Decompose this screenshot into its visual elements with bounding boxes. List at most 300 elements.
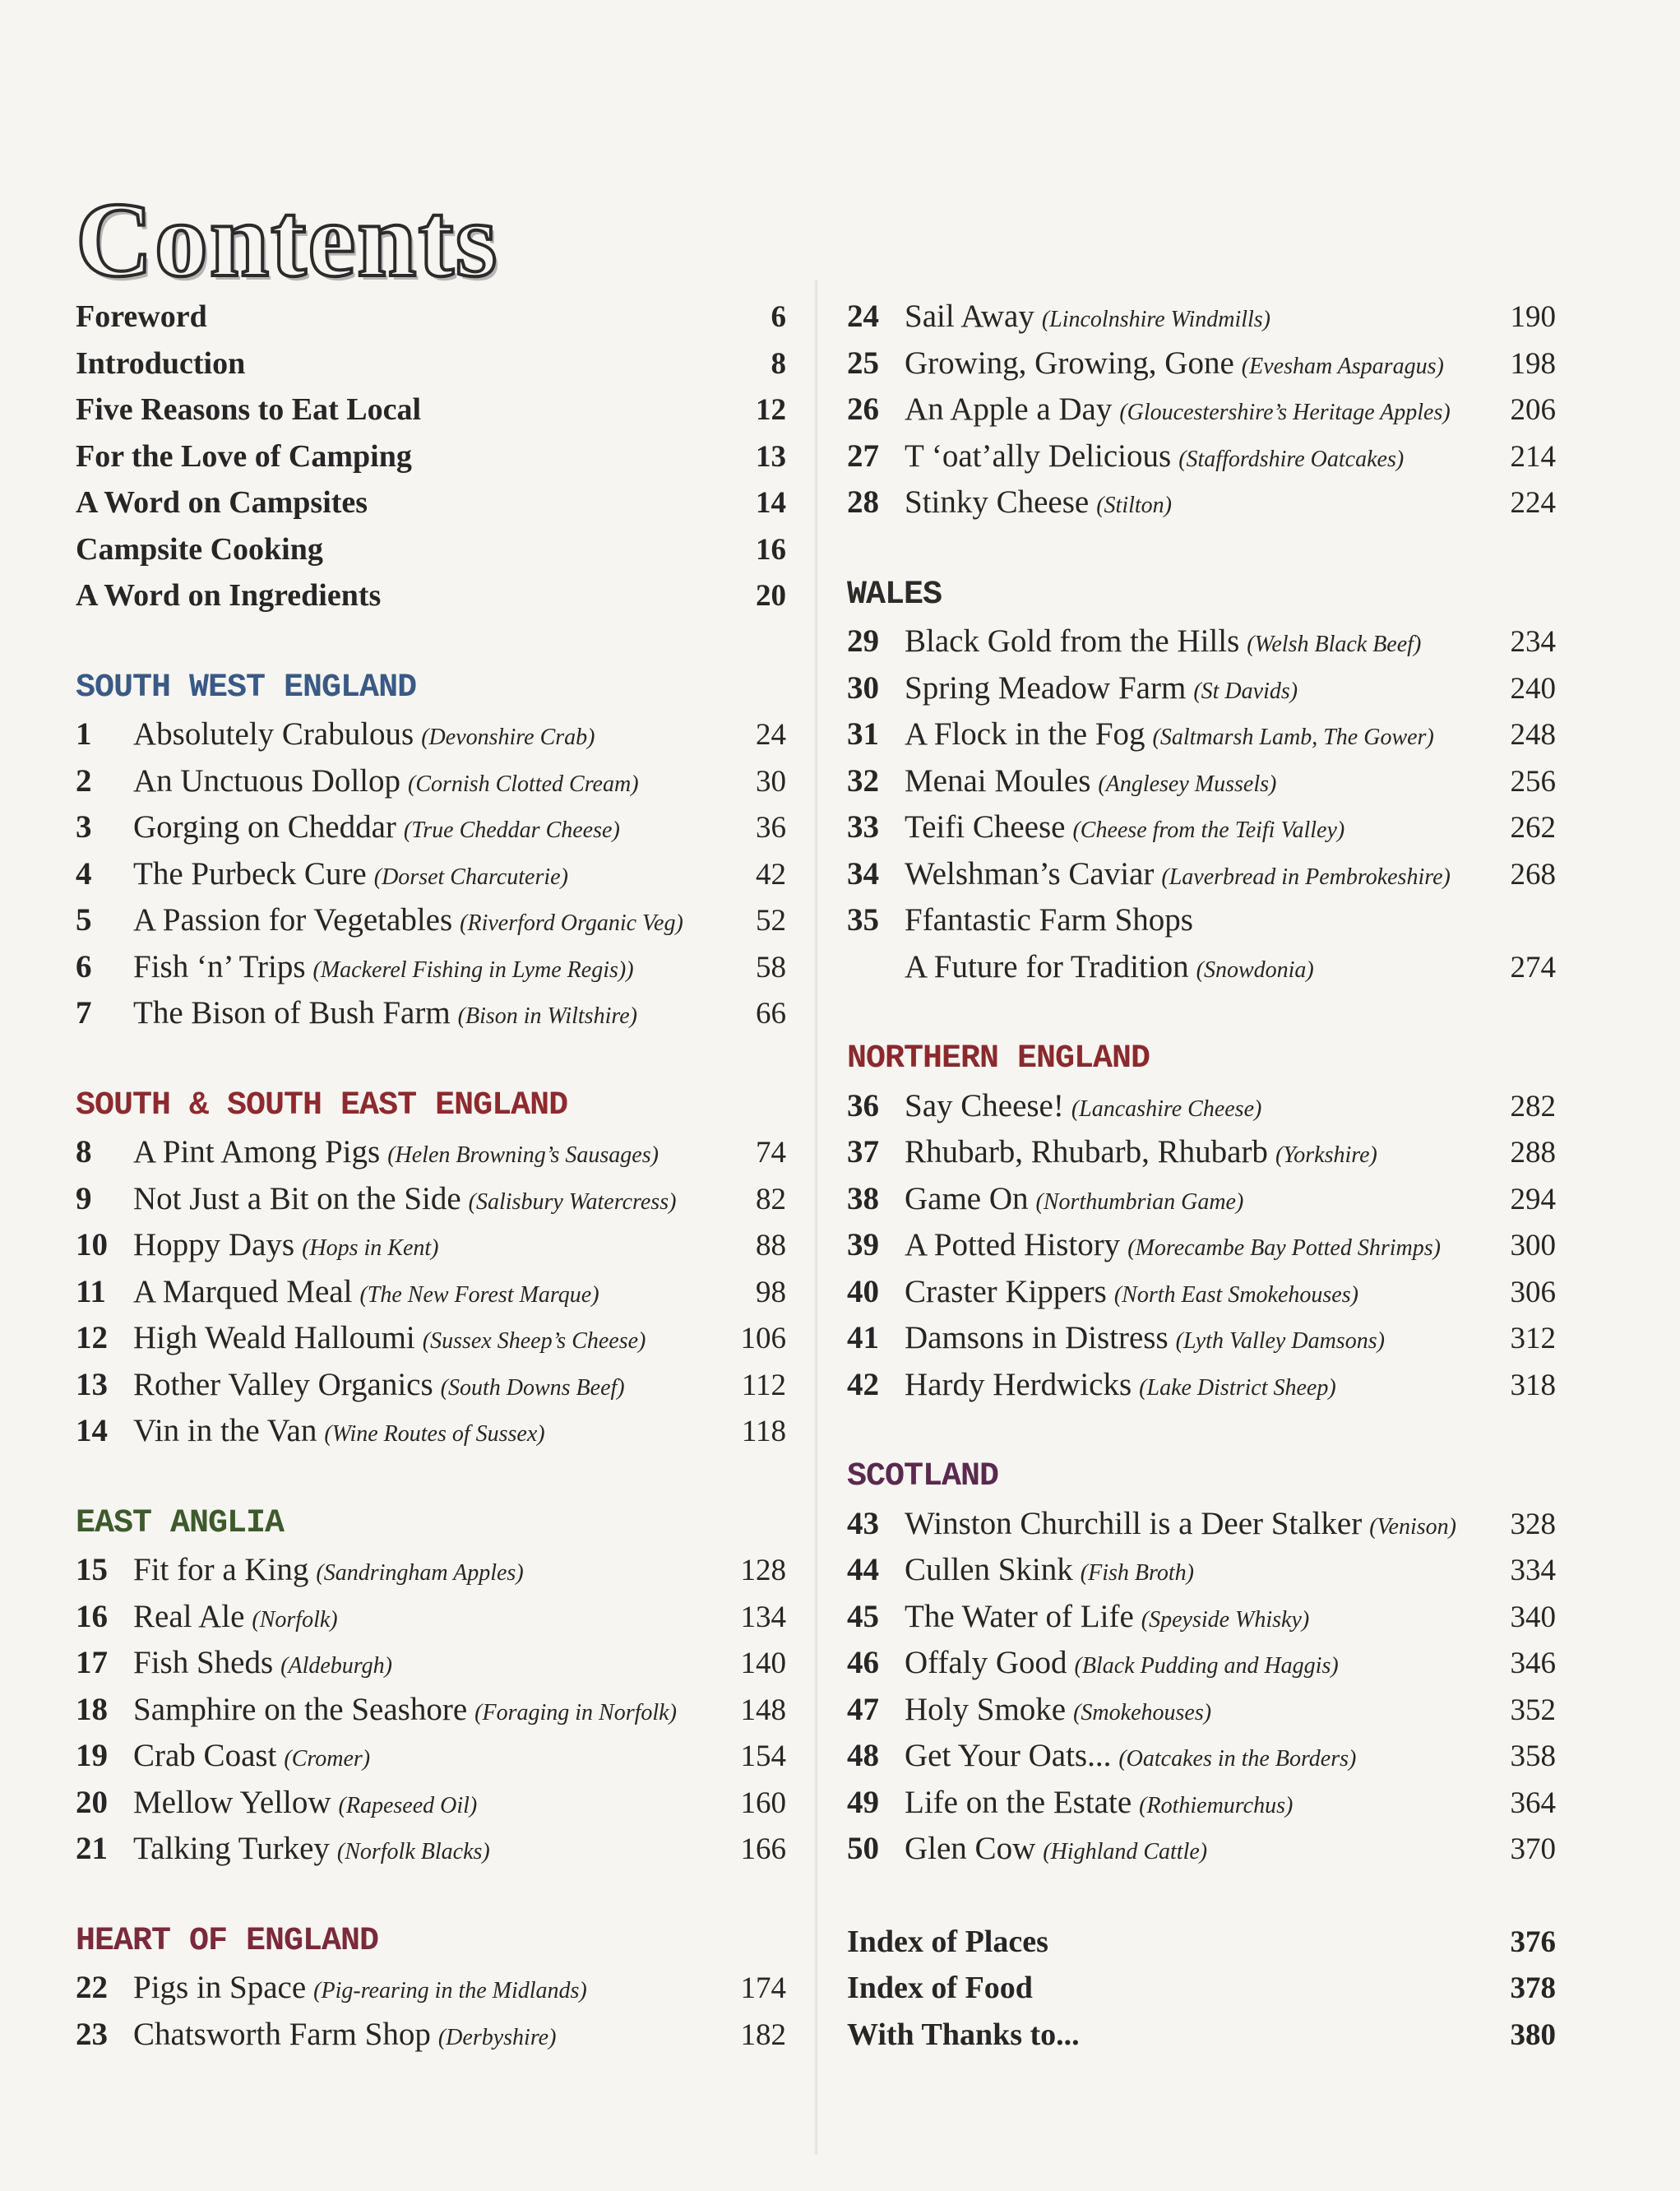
chapter-page-number: 174 xyxy=(740,1971,786,2005)
chapter-subtitle: (Bison in Wiltshire) xyxy=(457,1003,637,1029)
chapter-entry[interactable] xyxy=(847,1733,1556,1780)
chapter-subtitle: (Pig-rearing in the Midlands) xyxy=(313,1978,587,2003)
chapter-page-number: 248 xyxy=(1510,718,1556,752)
chapter-subtitle: (Rapeseed Oil) xyxy=(338,1792,478,1818)
chapter-title: An Unctuous Dollop xyxy=(133,762,400,799)
chapter-subtitle: (Dorset Charcuterie) xyxy=(373,864,568,890)
chapter-entry[interactable] xyxy=(76,711,786,758)
chapter-entry[interactable] xyxy=(76,1965,786,2012)
entry-title: A Word on Ingredients xyxy=(76,578,382,613)
entry-page-number: 20 xyxy=(756,579,786,613)
chapter-entry[interactable] xyxy=(76,758,786,805)
chapter-number: 6 xyxy=(76,948,92,984)
chapter-page-number: 148 xyxy=(740,1693,786,1727)
chapter-page-number: 288 xyxy=(1510,1136,1556,1170)
chapter-page-number: 198 xyxy=(1510,346,1556,381)
chapter-number: 43 xyxy=(847,1505,879,1541)
chapter-entry[interactable] xyxy=(847,340,1556,387)
chapter-title: Game On xyxy=(905,1180,1029,1216)
chapter-number: 4 xyxy=(76,855,92,892)
chapter-page-number: 166 xyxy=(740,1832,786,1866)
chapter-title: Fish ‘n’ Trips xyxy=(133,948,306,984)
chapter-entry[interactable] xyxy=(847,294,1556,340)
chapter-title: Fit for a King xyxy=(133,1552,309,1587)
chapter-number: 25 xyxy=(847,345,879,381)
chapter-title: Mellow Yellow xyxy=(133,1784,331,1820)
chapter-page-number: 118 xyxy=(741,1415,786,1448)
toc-entry[interactable] xyxy=(76,340,786,387)
chapter-number: 15 xyxy=(76,1552,108,1587)
toc-entry[interactable] xyxy=(76,572,786,619)
chapter-page-number: 262 xyxy=(1510,811,1556,845)
chapter-page-number: 358 xyxy=(1510,1739,1556,1773)
chapter-title: T ‘oat’ally Delicious xyxy=(905,438,1172,474)
chapter-subtitle: (Norfolk Blacks) xyxy=(336,1839,490,1864)
section-heading: EAST ANGLIA xyxy=(76,1504,285,1542)
chapter-page-number: 74 xyxy=(756,1136,786,1170)
chapter-page-number: 318 xyxy=(1510,1368,1556,1402)
chapter-subtitle: (Northumbrian Game) xyxy=(1035,1188,1244,1215)
chapter-subtitle: (Rothiemurchus) xyxy=(1139,1792,1294,1818)
chapter-title: High Weald Halloumi xyxy=(133,1320,415,1355)
chapter-number: 50 xyxy=(847,1831,879,1866)
chapter-page-number: 52 xyxy=(756,904,786,938)
chapter-number: 16 xyxy=(76,1598,108,1634)
chapter-number: 30 xyxy=(847,669,879,706)
chapter-title: Winston Churchill is a Deer Stalker xyxy=(905,1505,1363,1541)
chapter-number: 18 xyxy=(76,1691,108,1727)
chapter-subtitle: (Fish Broth) xyxy=(1080,1560,1194,1586)
chapter-title: Ffantastic Farm Shops xyxy=(905,902,1193,938)
chapter-number: 10 xyxy=(76,1227,108,1262)
chapter-number: 38 xyxy=(847,1180,879,1216)
entry-page-number: 16 xyxy=(756,532,786,567)
chapter-entry[interactable] xyxy=(76,1640,786,1687)
chapter-entry[interactable] xyxy=(847,387,1556,433)
chapter-entry[interactable] xyxy=(847,804,1556,851)
chapter-number: 39 xyxy=(847,1227,879,1262)
chapter-entry[interactable] xyxy=(76,1129,786,1176)
chapter-subtitle: (Norfolk) xyxy=(252,1606,338,1633)
chapter-subtitle: (Staffordshire Oatcakes) xyxy=(1178,446,1405,472)
chapter-page-number: 30 xyxy=(756,764,786,799)
chapter-subtitle: (Morecambe Bay Potted Shrimps) xyxy=(1127,1235,1441,1261)
chapter-subtitle: (South Downs Beef) xyxy=(440,1374,625,1401)
chapter-page-number: 206 xyxy=(1510,393,1556,427)
toc-section xyxy=(76,1501,786,1873)
entry-page-number: 12 xyxy=(756,393,786,427)
chapter-title: Fish Sheds xyxy=(133,1645,274,1680)
chapter-subtitle: (Snowdonia) xyxy=(1196,957,1314,983)
chapter-page-number: 82 xyxy=(756,1182,786,1216)
chapter-page-number: 128 xyxy=(740,1554,786,1587)
chapter-entry[interactable] xyxy=(76,944,786,991)
chapter-number: 23 xyxy=(76,2016,108,2052)
chapter-number: 33 xyxy=(847,809,879,845)
chapter-number: 46 xyxy=(847,1645,879,1680)
chapter-title: Sail Away xyxy=(905,299,1034,334)
chapter-page-number: 88 xyxy=(756,1229,786,1262)
chapter-subtitle: (Salisbury Watercress) xyxy=(468,1188,677,1215)
chapter-title: Holy Smoke xyxy=(905,1691,1067,1727)
chapter-entry[interactable] xyxy=(76,1826,786,1873)
chapter-number: 12 xyxy=(76,1320,108,1355)
chapter-subtitle: (Foraging in Norfolk) xyxy=(474,1699,677,1725)
chapter-subtitle: (Gloucestershire’s Heritage Apples) xyxy=(1119,400,1451,425)
chapter-entry[interactable] xyxy=(76,1408,786,1455)
chapter-subtitle: (Aldeburgh) xyxy=(280,1653,392,1679)
chapter-page-number: 274 xyxy=(1510,950,1556,984)
chapter-number: 11 xyxy=(76,1273,106,1309)
chapter-page-number: 234 xyxy=(1510,625,1556,659)
entry-title: Introduction xyxy=(76,345,246,381)
chapter-number: 34 xyxy=(847,855,879,892)
chapter-page-number: 364 xyxy=(1510,1786,1556,1820)
section-heading: SOUTH WEST ENGLAND xyxy=(76,669,417,706)
chapter-number: 1 xyxy=(76,716,92,752)
chapter-number: 37 xyxy=(847,1134,879,1170)
chapter-title: Talking Turkey xyxy=(133,1831,330,1866)
chapter-title: Say Cheese! xyxy=(905,1087,1064,1123)
toc-section xyxy=(76,1919,786,2059)
chapter-page-number: 340 xyxy=(1510,1600,1556,1634)
chapter-page-number: 300 xyxy=(1510,1229,1556,1262)
chapter-page-number: 328 xyxy=(1510,1507,1556,1541)
chapter-page-number: 154 xyxy=(740,1739,786,1773)
entry-title: For the Love of Camping xyxy=(76,438,412,474)
chapter-number: 45 xyxy=(847,1598,879,1634)
chapter-entry[interactable] xyxy=(847,1269,1556,1316)
chapter-title: The Bison of Bush Farm xyxy=(133,995,451,1031)
chapter-subtitle: (Hops in Kent) xyxy=(302,1235,439,1261)
chapter-entry[interactable] xyxy=(76,1733,786,1780)
chapter-title: Life on the Estate xyxy=(905,1784,1132,1820)
chapter-number: 3 xyxy=(76,809,92,845)
chapter-number: 29 xyxy=(847,623,879,659)
entry-page-number: 380 xyxy=(1510,2017,1556,2052)
chapter-title: Glen Cow xyxy=(905,1831,1036,1866)
chapter-title: The Purbeck Cure xyxy=(133,855,367,892)
chapter-title: A Passion for Vegetables xyxy=(133,902,453,938)
section-heading: WALES xyxy=(847,576,942,614)
chapter-subtitle: (Stilton) xyxy=(1096,493,1172,518)
chapter-title: Rother Valley Organics xyxy=(133,1366,433,1402)
chapter-subtitle: (Sussex Sheep’s Cheese) xyxy=(422,1328,646,1354)
chapter-subtitle: (Laverbread in Pembrokeshire) xyxy=(1161,864,1451,890)
chapter-title: Rhubarb, Rhubarb, Rhubarb xyxy=(905,1134,1268,1170)
chapter-entry[interactable] xyxy=(76,1222,786,1269)
chapter-subtitle: (Cornish Clotted Cream) xyxy=(408,771,639,797)
chapter-entry[interactable] xyxy=(847,1222,1556,1269)
chapter-number: 22 xyxy=(76,1970,108,2005)
chapter-subtitle: (Yorkshire) xyxy=(1275,1142,1377,1168)
chapter-entry[interactable] xyxy=(847,1176,1556,1223)
toc-entry[interactable] xyxy=(76,526,786,573)
toc-entry[interactable] xyxy=(847,1965,1556,2012)
chapter-page-number: 106 xyxy=(740,1322,786,1355)
chapter-subtitle: (Cromer) xyxy=(284,1746,371,1772)
chapter-page-number: 224 xyxy=(1510,486,1556,520)
chapter-subtitle: (Riverford Organic Veg) xyxy=(460,910,683,936)
chapter-entry[interactable] xyxy=(847,618,1556,665)
chapter-number: 19 xyxy=(76,1738,108,1773)
entry-title: Five Reasons to Eat Local xyxy=(76,392,422,427)
entry-title: Campsite Cooking xyxy=(76,531,323,567)
chapter-number: 5 xyxy=(76,902,92,938)
chapter-page-number: 58 xyxy=(756,950,786,984)
chapter-subtitle: (Mackerel Fishing in Lyme Regis)) xyxy=(312,957,634,983)
entry-title: With Thanks to... xyxy=(847,2017,1080,2052)
chapter-subtitle: (Welsh Black Beef) xyxy=(1247,632,1422,657)
chapter-entry[interactable] xyxy=(76,1315,786,1362)
chapter-entry[interactable] xyxy=(847,1780,1556,1827)
chapter-title: Hardy Herdwicks xyxy=(905,1366,1132,1402)
chapter-page-number: 112 xyxy=(741,1368,786,1402)
toc-section xyxy=(76,1083,786,1455)
chapter-subtitle: (Highland Cattle) xyxy=(1043,1839,1208,1864)
toc-entry[interactable] xyxy=(76,294,786,340)
chapter-entry[interactable] xyxy=(847,1687,1556,1734)
chapter-title: Welshman’s Caviar xyxy=(905,855,1155,892)
chapter-subtitle: (Derbyshire) xyxy=(437,2024,557,2050)
chapter-subtitle: (Sandringham Apples) xyxy=(316,1560,524,1586)
chapter-page-number: 214 xyxy=(1510,439,1556,474)
chapter-entry[interactable] xyxy=(76,1687,786,1734)
chapter-entry[interactable] xyxy=(76,2012,786,2059)
page-gutter xyxy=(814,280,818,2155)
chapter-title: Samphire on the Seashore xyxy=(133,1691,468,1727)
chapter-number: 7 xyxy=(76,995,92,1031)
toc-entry[interactable] xyxy=(76,479,786,526)
chapter-page-number: 306 xyxy=(1510,1275,1556,1309)
chapter-subtitle: (Anglesey Mussels) xyxy=(1098,771,1277,797)
chapter-title: Teifi Cheese xyxy=(905,809,1066,845)
chapter-entry[interactable] xyxy=(76,1176,786,1223)
chapter-subtitle: (Wine Routes of Sussex) xyxy=(324,1421,545,1447)
section-heading: NORTHERN ENGLAND xyxy=(847,1040,1150,1077)
chapter-page-number: 282 xyxy=(1510,1089,1556,1123)
chapter-subtitle: (Lancashire Cheese) xyxy=(1071,1096,1262,1122)
chapter-title: Real Ale xyxy=(133,1598,245,1634)
chapter-entry[interactable] xyxy=(76,1547,786,1594)
chapter-number: 2 xyxy=(76,762,92,799)
chapter-entry[interactable] xyxy=(847,479,1556,526)
chapter-title: Growing, Growing, Gone xyxy=(905,345,1234,381)
chapter-number: 47 xyxy=(847,1691,879,1727)
chapter-subtitle: (Evesham Asparagus) xyxy=(1241,353,1444,379)
chapter-number: 17 xyxy=(76,1645,108,1680)
section-heading: HEART OF ENGLAND xyxy=(76,1922,379,1960)
chapter-page-number: 334 xyxy=(1510,1554,1556,1587)
chapter-subtitle: (Saltmarsh Lamb, The Gower) xyxy=(1152,725,1434,750)
chapter-entry[interactable] xyxy=(847,1362,1556,1409)
chapter-subtitle: (North East Smokehouses) xyxy=(1113,1281,1358,1308)
chapter-number: 36 xyxy=(847,1087,879,1123)
chapter-title: Cullen Skink xyxy=(905,1552,1073,1587)
chapter-number: 41 xyxy=(847,1320,879,1355)
entry-page-number: 8 xyxy=(771,346,786,381)
chapter-page-number: 256 xyxy=(1510,764,1556,799)
chapter-entry[interactable] xyxy=(76,897,786,944)
chapter-number: 13 xyxy=(76,1366,108,1402)
chapter-subtitle: (True Cheddar Cheese) xyxy=(403,818,620,843)
chapter-entry[interactable] xyxy=(847,711,1556,758)
entry-page-number: 6 xyxy=(771,300,786,334)
chapter-number: 27 xyxy=(847,438,879,474)
entry-title: A Word on Campsites xyxy=(76,485,368,520)
toc-entry[interactable] xyxy=(76,387,786,433)
chapter-page-number: 42 xyxy=(756,857,786,892)
chapter-subtitle: (Oatcakes in the Borders) xyxy=(1118,1746,1357,1772)
chapter-page-number: 312 xyxy=(1510,1322,1556,1355)
chapter-title: Get Your Oats... xyxy=(905,1738,1112,1773)
chapter-entry[interactable] xyxy=(847,944,1556,991)
chapter-title: Absolutely Crabulous xyxy=(133,716,414,752)
toc-entry[interactable] xyxy=(847,2012,1556,2059)
chapter-subtitle: (Smokehouses) xyxy=(1073,1699,1212,1725)
chapter-page-number: 182 xyxy=(740,2017,786,2052)
chapter-subtitle: (St Davids) xyxy=(1193,678,1298,704)
chapter-title: A Flock in the Fog xyxy=(905,716,1145,752)
chapter-page-number: 36 xyxy=(756,811,786,845)
chapter-subtitle: (Lincolnshire Windmills) xyxy=(1041,307,1271,332)
chapter-number: 44 xyxy=(847,1552,879,1587)
chapter-number: 21 xyxy=(76,1831,108,1866)
chapter-page-number: 66 xyxy=(756,997,786,1031)
chapter-subtitle: (Devonshire Crab) xyxy=(421,725,595,750)
chapter-number: 32 xyxy=(847,762,879,799)
chapter-page-number: 346 xyxy=(1510,1647,1556,1680)
chapter-entry[interactable] xyxy=(847,665,1556,712)
chapter-title: Chatsworth Farm Shop xyxy=(133,2016,431,2052)
toc-entry[interactable] xyxy=(847,1919,1556,1966)
chapter-number: 9 xyxy=(76,1180,92,1216)
chapter-page-number: 160 xyxy=(740,1786,786,1820)
toc-section xyxy=(847,1454,1556,1873)
chapter-title: A Marqued Meal xyxy=(133,1273,353,1309)
chapter-entry[interactable] xyxy=(847,1083,1556,1130)
chapter-subtitle: (Helen Browning’s Sausages) xyxy=(387,1142,659,1168)
chapter-subtitle: (The New Forest Marque) xyxy=(359,1281,599,1308)
section-heading: SOUTH & SOUTH EAST ENGLAND xyxy=(76,1086,568,1124)
chapter-title: Crab Coast xyxy=(133,1738,277,1773)
chapter-entry[interactable] xyxy=(847,1129,1556,1176)
chapter-title: Hoppy Days xyxy=(133,1227,295,1262)
chapter-page-number: 240 xyxy=(1510,671,1556,706)
chapter-subtitle: (Lake District Sheep) xyxy=(1139,1374,1336,1401)
chapter-entry[interactable] xyxy=(76,990,786,1037)
chapter-page-number: 24 xyxy=(756,718,786,752)
chapter-title: The Water of Life xyxy=(905,1598,1134,1634)
chapter-entry[interactable] xyxy=(847,758,1556,805)
chapter-page-number: 352 xyxy=(1510,1693,1556,1727)
chapter-number: 20 xyxy=(76,1784,108,1820)
chapter-subtitle: (Lyth Valley Damsons) xyxy=(1175,1328,1385,1354)
page-title: Contents xyxy=(76,181,499,300)
chapter-title: Not Just a Bit on the Side xyxy=(133,1180,461,1216)
chapter-number: 14 xyxy=(76,1413,108,1448)
chapter-title: Spring Meadow Farm xyxy=(905,669,1187,706)
chapter-entry[interactable] xyxy=(847,1547,1556,1594)
contents-column-left xyxy=(76,294,786,2058)
chapter-page-number: 98 xyxy=(756,1275,786,1309)
entry-page-number: 14 xyxy=(756,486,786,520)
chapter-number: 24 xyxy=(847,299,879,334)
chapter-entry[interactable] xyxy=(847,1640,1556,1687)
chapter-number: 31 xyxy=(847,716,879,752)
entry-page-number: 376 xyxy=(1510,1925,1556,1959)
chapter-entry[interactable] xyxy=(847,851,1556,898)
toc-entry[interactable] xyxy=(76,433,786,480)
chapter-entry[interactable] xyxy=(847,1826,1556,1873)
chapter-title: Stinky Cheese xyxy=(905,484,1090,520)
chapter-number: 35 xyxy=(847,902,879,938)
chapter-number: 48 xyxy=(847,1738,879,1773)
chapter-page-number: 268 xyxy=(1510,857,1556,892)
chapter-page-number: 370 xyxy=(1510,1832,1556,1866)
chapter-number: 40 xyxy=(847,1273,879,1309)
chapter-title: Black Gold from the Hills xyxy=(905,623,1240,659)
entry-title: Index of Food xyxy=(847,1971,1033,2005)
entry-title: Index of Places xyxy=(847,1924,1048,1959)
chapter-subtitle: (Venison) xyxy=(1369,1513,1456,1540)
toc-section xyxy=(847,1036,1556,1408)
chapter-entry[interactable] xyxy=(76,804,786,851)
chapter-subtitle: (Speyside Whisky) xyxy=(1141,1606,1310,1633)
chapter-entry[interactable] xyxy=(847,1501,1556,1548)
chapter-title: A Potted History xyxy=(905,1227,1121,1262)
toc-section xyxy=(847,572,1556,991)
chapter-number: 26 xyxy=(847,391,879,427)
chapter-title: Vin in the Van xyxy=(133,1413,317,1448)
toc-section xyxy=(76,665,786,1037)
chapter-entry[interactable] xyxy=(76,1269,786,1316)
chapter-page-number: 190 xyxy=(1510,300,1556,334)
chapter-page-number: 294 xyxy=(1510,1182,1556,1216)
back-matter xyxy=(847,1919,1556,2059)
chapter-entry[interactable] xyxy=(847,897,1556,944)
chapter-number: 28 xyxy=(847,484,879,520)
contents-column-right xyxy=(847,294,1556,2058)
chapter-title: Offaly Good xyxy=(905,1645,1067,1680)
chapter-title: An Apple a Day xyxy=(905,391,1113,427)
chapter-number: 8 xyxy=(76,1134,92,1170)
chapter-page-number: 140 xyxy=(740,1647,786,1680)
chapter-number: 49 xyxy=(847,1784,879,1820)
chapter-entry[interactable] xyxy=(847,1315,1556,1362)
chapter-title: A Future for Tradition xyxy=(905,948,1189,984)
entry-page-number: 13 xyxy=(756,439,786,474)
chapter-entry[interactable] xyxy=(847,433,1556,480)
section-heading: SCOTLAND xyxy=(847,1458,999,1495)
entry-page-number: 378 xyxy=(1510,1971,1556,2005)
chapter-subtitle: (Black Pudding and Haggis) xyxy=(1074,1653,1339,1679)
chapter-entry[interactable] xyxy=(76,1594,786,1641)
chapter-entry[interactable] xyxy=(76,1780,786,1827)
chapter-page-number: 134 xyxy=(740,1600,786,1634)
chapter-title: Damsons in Distress xyxy=(905,1320,1169,1355)
entry-title: Foreword xyxy=(76,299,207,334)
chapter-title: Menai Moules xyxy=(905,762,1091,799)
chapter-title: Craster Kippers xyxy=(905,1273,1107,1309)
chapter-entry[interactable] xyxy=(847,1594,1556,1641)
chapter-entry[interactable] xyxy=(76,851,786,898)
chapter-entry[interactable] xyxy=(76,1362,786,1409)
chapter-title: Gorging on Cheddar xyxy=(133,809,396,845)
chapter-title: Pigs in Space xyxy=(133,1970,307,2005)
chapter-title: A Pint Among Pigs xyxy=(133,1134,381,1170)
chapter-number: 42 xyxy=(847,1366,879,1402)
